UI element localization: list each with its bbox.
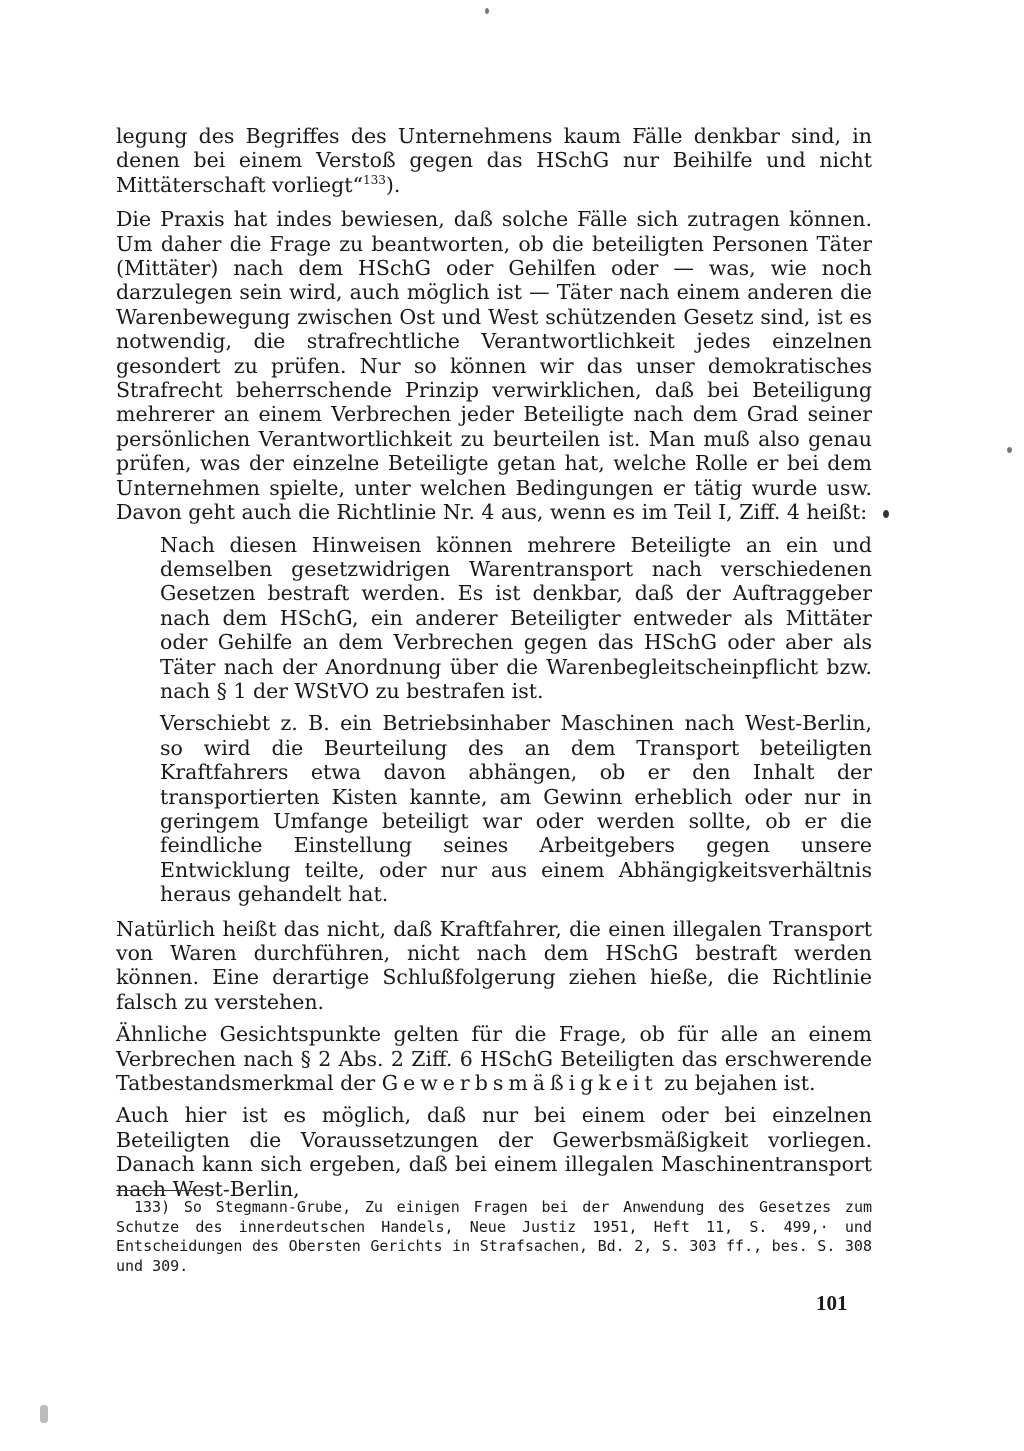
paragraph-1: [116, 124, 872, 197]
paragraph-3: Natürlich heißt das nicht, daß Kraftfahrer, die einen illegalen Transport von Waren durchführen, nicht nach dem HSchG bestraft werden können. Eine derartige Schlußfolgerung ziehen hieße, die Richtlinie falsch zu verstehen.: [116, 916, 872, 1014]
footnote-divider: [116, 1190, 214, 1191]
footnote-marker: 133): [134, 1198, 171, 1216]
scan-speck: [1007, 447, 1012, 453]
footnote-text: So Stegmann-Grube, Zu einigen Fragen bei der Anwendung des Gesetzes zum Schutze des innerdeutschen Handels, Neue Justiz 1951, Heft 11, S. 499,· und Entscheidungen des Obersten Gerichts in Strafsachen, Bd. 2, S. 303 ff., bes. S. 308 und 309.: [116, 1198, 873, 1275]
paragraph-2: Die Praxis hat indes bewiesen, daß solche Fälle sich zutragen können. Um daher die Frage zu beantworten, ob die beteiligten Personen Täter (Mittäter) nach dem HSchG oder Gehilfen oder — was, wie noch darzulegen sein wird, auch möglich ist — Täter nach einem anderen die Warenbewegung zwischen Ost und West schützenden Gesetz sind, ist es notwendig, die strafrechtliche Verantwortlichkeit jedes einzelnen gesondert zu prüfen. Nur so können wir das unser demokratisches Strafrecht beherrschende Prinzip verwirklichen, daß bei Beteiligung mehrerer an einem Verbrechen jeder Beteiligte nach dem Grad seiner persönlichen Verantwortlichkeit zu beurteilen ist. Man muß also genau prüfen, was der einzelne Beteiligte getan hat, welche Rolle er bei dem Unternehmen spielte, unter welchen Bedingungen er tätig wurde usw. Davon geht auch die Richtlinie Nr. 4 aus, wenn es im Teil I, Ziff. 4 heißt:: [116, 207, 872, 525]
paragraph-4: [116, 1022, 872, 1095]
quote-paragraph-1: Nach diesen Hinweisen können mehrere Beteiligte an ein und demselben gesetzwidrigen Warentransport nach verschiedenen Gesetzen bestraft werden. Es ist denkbar, daß der Auftraggeber nach dem HSchG, ein anderer Beteiligter entweder als Mittäter oder Gehilfe an dem Verbrechen gegen das HSchG oder aber als Täter nach der Anordnung über die Warenbegleitscheinpflicht bzw. nach § 1 der WStVO zu bestrafen ist.: [160, 532, 872, 703]
paragraph-1-text: legung des Begriffes des Unternehmens kaum Fälle denkbar sind, in denen bei einem Verstoß gegen das HSchG nur Beihilfe und nicht Mittäterschaft vorliegt“: [116, 124, 872, 197]
block-quote: [160, 533, 872, 907]
paragraph-5: Auch hier ist es möglich, daß nur bei einem oder bei einzelnen Beteiligten die Voraussetzungen der Gewerbsmäßigkeit vorliegen. Danach kann sich ergeben, daß bei einem illegalen Maschinentransport nach West-Berlin,: [116, 1103, 872, 1201]
footnote-133: [116, 1198, 872, 1276]
page-number: 101: [816, 1291, 848, 1315]
quote-paragraph-2: Verschiebt z. B. ein Betriebsinhaber Maschinen nach West-Berlin, so wird die Beurteilung des an dem Transport beteiligten Kraftfahrers etwa davon abhängen, ob er den Inhalt der transportierten Kisten kannte, am Gewinn erheblich oder nur in geringem Umfange beteiligt war oder werden sollte, ob er die feindliche Einstellung seines Arbeitgebers gegen unsere Entwicklung teilte, oder nur aus einem Abhängigkeitsverhältnis heraus gehandelt hat.: [160, 711, 872, 907]
footnote-ref-133: 133: [363, 172, 386, 187]
spaced-emphasis-word: Gewerbsmäßigkeit: [381, 1071, 658, 1096]
scan-speck: [883, 510, 889, 518]
paragraph-4-text: Ähnliche Gesichtspunkte gelten für die Frage, ob für alle an einem Verbrechen nach § 2 Abs. 2 Ziff. 6 HSchG Beteiligten das erschwerende Tatbestandsmerkmal der: [116, 1022, 872, 1096]
scan-speck: [485, 8, 489, 14]
scan-speck: [40, 1405, 48, 1423]
paragraph-1-end: ).: [385, 172, 401, 197]
paragraph-4-end: zu bejahen ist.: [657, 1071, 816, 1096]
page-body: [116, 124, 872, 1209]
